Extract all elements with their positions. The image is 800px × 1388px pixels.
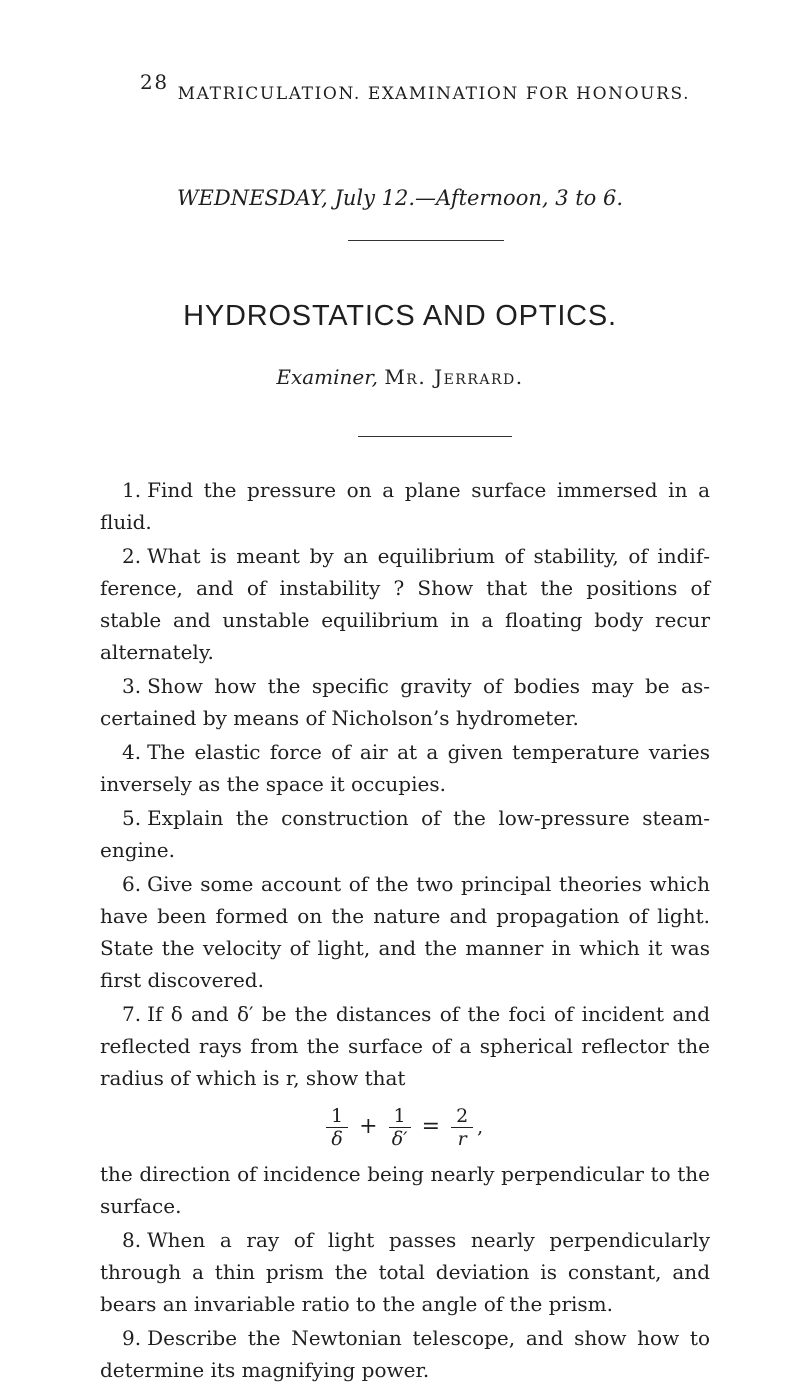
question-item: [100, 670, 710, 734]
question-item: [100, 474, 710, 538]
divider-rule: [348, 240, 504, 241]
mirror-formula: [100, 1096, 710, 1158]
question-text: What is meant by an equilibrium of stability, of indifference, and of instability ? Show that the positions of stable and unstable equilibrium in a floating body recur alternately.: [100, 544, 710, 664]
question-number: 4.: [122, 740, 142, 764]
question-text: The elastic force of air at a given temperature varies inversely as the space it occupies.: [100, 740, 710, 796]
question-number: 8.: [122, 1228, 142, 1252]
equals-sign: =: [421, 1114, 441, 1139]
question-item: [100, 802, 710, 866]
question-number: 3.: [122, 674, 142, 698]
question-text: When a ray of light passes nearly perpendicularly through a thin prism the total deviation is constant, and bears an invariable ratio to the angle of the prism.: [100, 1228, 710, 1316]
fraction: [451, 1105, 473, 1150]
question-continuation: the direction of incidence being nearly perpendicular to the surface.: [100, 1162, 710, 1218]
question-item: [100, 868, 710, 996]
question-number: 6.: [122, 872, 142, 896]
question-number: 9.: [122, 1326, 142, 1350]
question-text: Describe the Newtonian telescope, and show how to determine its magnifying power.: [100, 1326, 710, 1382]
fraction: [326, 1105, 348, 1150]
question-item: [100, 1322, 710, 1386]
question-item: [100, 540, 710, 668]
fraction: [389, 1105, 411, 1150]
exam-dateline: WEDNESDAY, July 12.—Afternoon, 3 to 6.: [176, 186, 624, 210]
question-number: 5.: [122, 806, 142, 830]
question-item: [100, 736, 710, 800]
running-header: [140, 70, 691, 104]
question-item: [100, 998, 710, 1094]
question-text: Give some account of the two principal theories which have been formed on the nature and propagation of light. State the velocity of light, and the manner in which it was first discovered.: [100, 872, 710, 992]
question-text: Find the pressure on a plane surface immersed in a fluid.: [100, 478, 710, 534]
page-number: 28: [140, 70, 169, 94]
subject-title: HYDROSTATICS AND OPTICS.: [183, 300, 617, 332]
fraction-numerator: 2: [451, 1105, 473, 1128]
fraction-denominator: δ: [331, 1127, 343, 1150]
question-list: [100, 474, 710, 1388]
fraction-numerator: 1: [389, 1105, 411, 1128]
question-number: 1.: [122, 478, 142, 502]
question-text: If δ and δ′ be the distances of the foci of incident and reflected rays from the surface of a spherical reflector the radius of which is r, show that: [100, 1002, 710, 1090]
examiner-role: Examiner,: [276, 365, 378, 389]
question-text: Show how the specific gravity of bodies may be ascertained by means of Nicholson’s hydrometer.: [100, 674, 710, 730]
plus-sign: +: [359, 1114, 378, 1139]
examiner-line: [0, 365, 800, 389]
question-text: Explain the construction of the low-pressure steam-engine.: [100, 806, 710, 862]
question-item: [100, 1224, 710, 1320]
question-number: 7.: [122, 1002, 142, 1026]
question-number: 2.: [122, 544, 142, 568]
fraction-numerator: 1: [326, 1105, 348, 1128]
divider-rule: [358, 436, 512, 437]
fraction-denominator: δ′: [391, 1127, 408, 1150]
examiner-name: Mr. Jerrard.: [384, 365, 524, 389]
running-title: MATRICULATION. EXAMINATION FOR HONOURS.: [177, 84, 691, 104]
formula-trailing-comma: ,: [477, 1116, 484, 1138]
fraction-denominator: r: [457, 1127, 467, 1150]
